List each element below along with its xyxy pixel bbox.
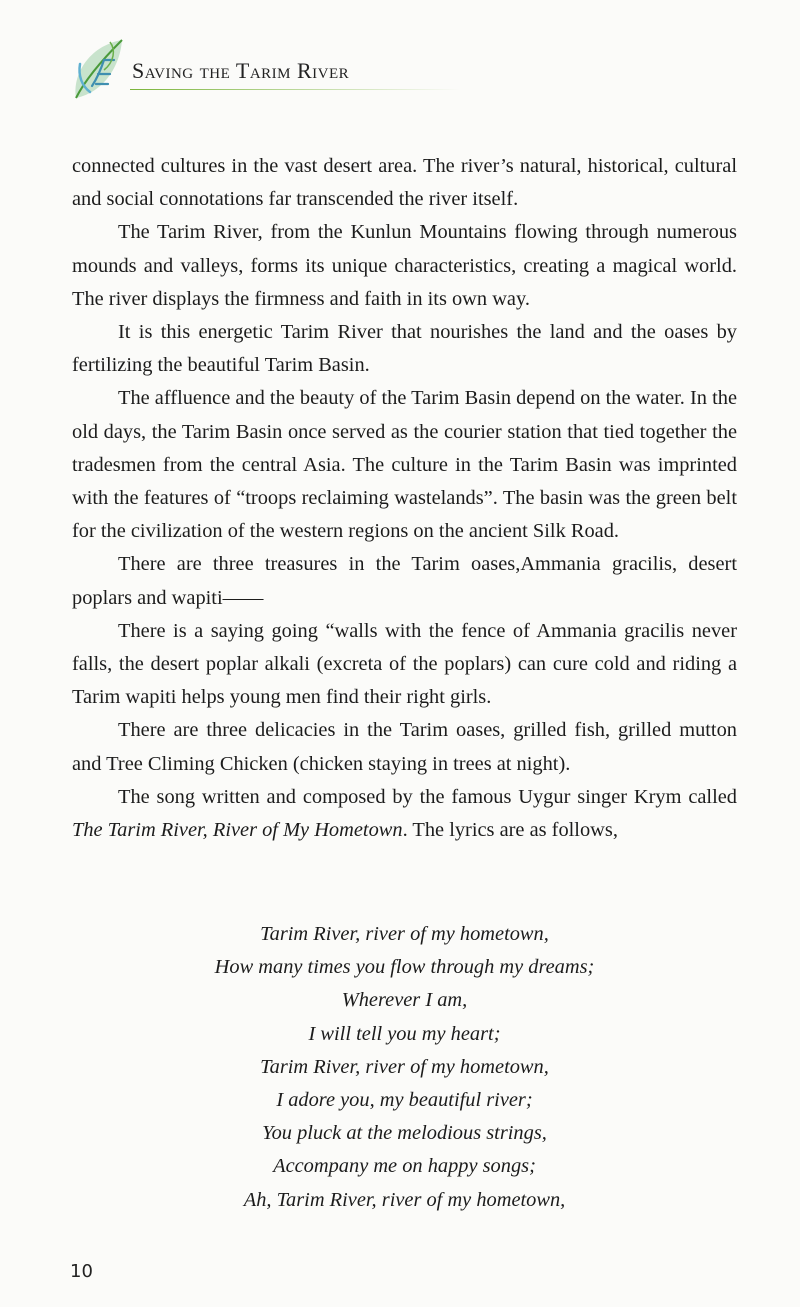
lyric-line: Tarim River, river of my hometown,	[260, 923, 549, 945]
paragraph: The affluence and the beauty of the Tarim Basin depend on the water. In the old days, the Tarim Basin once served as the courier station that tied together the tradesmen from the central Asia. The culture in the Tarim Basin was imprinted with the features of “troops reclaiming wastelands”. The basin was the green belt for the civilization of the western regions on the ancient Silk Road.	[72, 387, 737, 543]
body-text	[72, 150, 737, 847]
song-intro-text: The song written and composed by the famous Uygur singer Krym called	[118, 785, 737, 808]
lyric-line: Accompany me on happy songs;	[273, 1155, 536, 1178]
song-title: The Tarim River, River of My Hometown	[72, 819, 403, 842]
lyric-line: I will tell you my heart;	[308, 1022, 501, 1045]
header-rule	[130, 89, 460, 90]
lyric-line: Ah, Tarim River, river of my hometown,	[243, 1188, 566, 1211]
paragraph: There are three delicacies in the Tarim oases, grilled fish, grilled mutton and Tree Climing Chicken (chicken staying in trees at night).	[72, 719, 737, 775]
lyric-line: I adore you, my beautiful river;	[276, 1089, 533, 1112]
leaf-e-logo-icon	[70, 36, 132, 102]
running-header	[70, 36, 450, 106]
song-paragraph	[72, 781, 737, 847]
lyric-line: Tarim River, river of my hometown,	[260, 1055, 549, 1078]
page-number: 10	[70, 1261, 93, 1282]
song-outro-text: . The lyrics are as follows,	[402, 819, 618, 842]
paragraph: It is this energetic Tarim River that nourishes the land and the oases by fertilizing the beautiful Tarim Basin.	[72, 321, 737, 377]
lyric-line: You pluck at the melodious strings,	[262, 1122, 547, 1145]
paragraph: There are three treasures in the Tarim oases,Ammania gracilis, desert poplars and wapiti——	[72, 553, 737, 609]
paragraph: connected cultures in the vast desert area. The river’s natural, historical, cultural and social connotations far transcended the river itself.	[72, 155, 737, 211]
lyric-line: Wherever I am,	[341, 989, 468, 1012]
paragraph: The Tarim River, from the Kunlun Mountains flowing through numerous mounds and valleys, forms its unique characteristics, creating a magical world. The river displays the firmness and faith in its own way.	[72, 221, 737, 310]
song-lyrics	[72, 918, 737, 1217]
lyric-line: How many times you flow through my dreams;	[214, 956, 595, 979]
paragraph: There is a saying going “walls with the fence of Ammania gracilis never falls, the desert poplar alkali (excreta of the poplars) can cure cold and riding a Tarim wapiti helps young men find their right girls.	[72, 619, 737, 709]
header-title: Saving the Tarim River	[132, 58, 350, 83]
